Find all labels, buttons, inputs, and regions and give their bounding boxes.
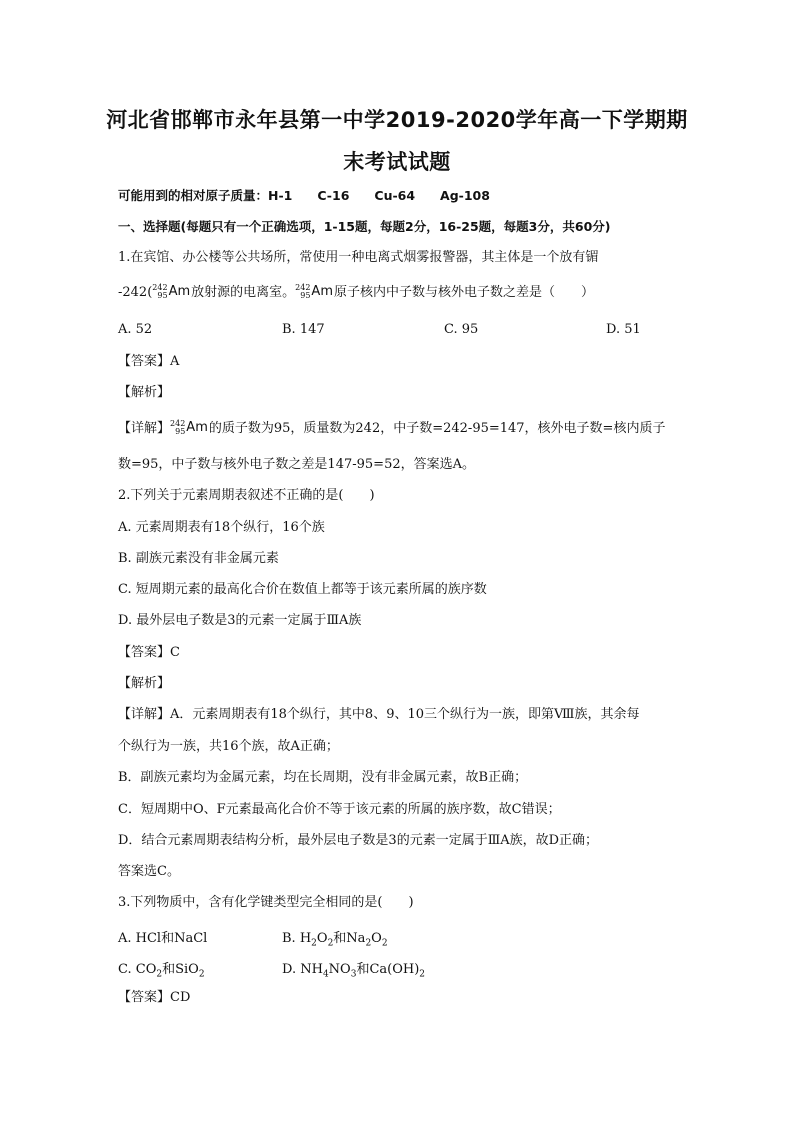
q3-option-b xyxy=(282,927,388,949)
q3-b-sub-4: 2 xyxy=(381,938,388,949)
q2-detail-line-3: B．副族元素均为金属元素，均在长周期，没有非金属元素，故B正确； xyxy=(118,770,528,785)
q1-stem-question: 原子核内中子数与核外电子数之差是（ ） xyxy=(333,284,594,300)
isotope-atomic-number-3: 95 xyxy=(175,427,186,436)
q1-stem-line-1: 1.在宾馆、办公楼等公共场所，常使用一种电离式烟雾报警器，其主体是一个放有镅 xyxy=(118,250,599,265)
isotope-atomic-number: 95 xyxy=(157,291,168,300)
q2-answer: 【答案】C xyxy=(118,645,180,660)
q3-d-sub-2: 3 xyxy=(350,969,357,980)
atomic-mass-note: 可能用到的相对原子质量：H-1 C-16 Cu-64 Ag-108 xyxy=(118,188,490,203)
q3-option-a: A. HCl和NaCl xyxy=(118,931,208,946)
q1-option-d: D. 51 xyxy=(606,322,641,337)
am-isotope-symbol xyxy=(152,284,190,301)
q3-option-d xyxy=(282,958,426,980)
q3-b-sub-2: 2 xyxy=(327,938,334,949)
q3-c-text-1: C. CO xyxy=(118,962,157,977)
q3-c-sub-1: 2 xyxy=(156,969,163,980)
q3-b-sub-1: 2 xyxy=(311,938,317,949)
q3-b-text-1: B. H xyxy=(282,931,312,946)
q1-stem-mid: 放射源的电离室。 xyxy=(191,284,296,300)
q1-option-b: B. 147 xyxy=(282,322,325,337)
isotope-mass-number-3: 242 xyxy=(170,419,186,428)
document-title-line-1: 河北省邯郸市永年县第一中学2019-2020学年高一下学期期 xyxy=(106,108,688,132)
q3-stem: 3.下列物质中，含有化学键类型完全相同的是( ) xyxy=(118,895,414,910)
q2-stem: 2.下列关于元素周期表叙述不正确的是( ) xyxy=(118,488,375,503)
isotope-mass-number: 242 xyxy=(152,283,168,292)
am-isotope-symbol-3 xyxy=(170,420,208,437)
isotope-element-3: Am xyxy=(186,420,208,435)
q3-d-sub-1: 4 xyxy=(322,969,329,980)
q3-d-text-2: NO xyxy=(328,962,351,977)
q1-detail-line-1 xyxy=(118,420,665,437)
q3-b-text-3: 和Na xyxy=(333,931,366,946)
q2-analysis-label: 【解析】 xyxy=(118,676,171,691)
q3-option-c xyxy=(118,958,205,980)
q1-detail-text: 的质子数为95，质量数为242，中子数=242-95=147，核外电子数=核内质子 xyxy=(208,420,666,436)
section-heading-choice: 一、选择题(每题只有一个正确选项，1-15题，每题2分，16-25题，每题3分，共60分) xyxy=(118,219,611,234)
q1-detail-line-2: 数=95，中子数与核外电子数之差是147-95=52，答案选A。 xyxy=(118,457,476,472)
q3-d-text-3: 和Ca(OH) xyxy=(356,962,420,977)
q1-option-a: A. 52 xyxy=(118,322,153,337)
q1-stem-line-2 xyxy=(118,284,594,301)
isotope-element: Am xyxy=(168,284,191,299)
q3-c-sub-2: 2 xyxy=(198,969,205,980)
q3-b-sub-3: 2 xyxy=(365,938,372,949)
q3-b-text-4: O xyxy=(371,931,382,946)
q1-stem-prefix: -242( xyxy=(118,284,153,300)
q2-detail-line-6: 答案选C。 xyxy=(118,864,180,879)
q2-option-a: A. 元素周期表有18个纵行，16个族 xyxy=(118,520,325,535)
q1-analysis-label: 【解析】 xyxy=(118,385,171,400)
q2-detail-line-2: 个纵行为一族，共16个族，故A正确； xyxy=(118,739,339,754)
isotope-element-2: Am xyxy=(311,284,333,299)
q3-d-sub-3: 2 xyxy=(419,969,426,980)
q2-option-d: D. 最外层电子数是3的元素一定属于ⅢA族 xyxy=(118,613,362,628)
q2-option-b: B. 副族元素没有非金属元素 xyxy=(118,551,279,566)
q2-option-c: C. 短周期元素的最高化合价在数值上都等于该元素所属的族序数 xyxy=(118,582,487,597)
q3-d-text-1: D. NH xyxy=(282,962,323,977)
isotope-atomic-number-2: 95 xyxy=(300,291,311,300)
isotope-mass-number-2: 242 xyxy=(295,283,311,292)
q2-detail-line-5: D．结合元素周期表结构分析，最外层电子数是3的元素一定属于ⅢA族，故D正确； xyxy=(118,833,599,848)
document-title-line-2: 末考试试题 xyxy=(343,150,451,174)
q3-answer: 【答案】CD xyxy=(118,990,191,1005)
am-isotope-symbol-2 xyxy=(295,284,333,301)
q2-detail-line-4: C．短周期中O、F元素最高化合价不等于该元素的所属的族序数，故C错误； xyxy=(118,802,561,817)
q3-b-text-2: O xyxy=(316,931,328,946)
q1-detail-label: 【详解】 xyxy=(118,420,171,436)
q1-option-c: C. 95 xyxy=(444,322,479,337)
q1-answer: 【答案】A xyxy=(118,354,180,369)
q2-detail-line-1: 【详解】A．元素周期表有18个纵行，其中8、9、10三个纵行为一族，即第Ⅷ族，其余每 xyxy=(118,707,640,722)
q3-c-text-2: 和SiO xyxy=(162,962,199,977)
